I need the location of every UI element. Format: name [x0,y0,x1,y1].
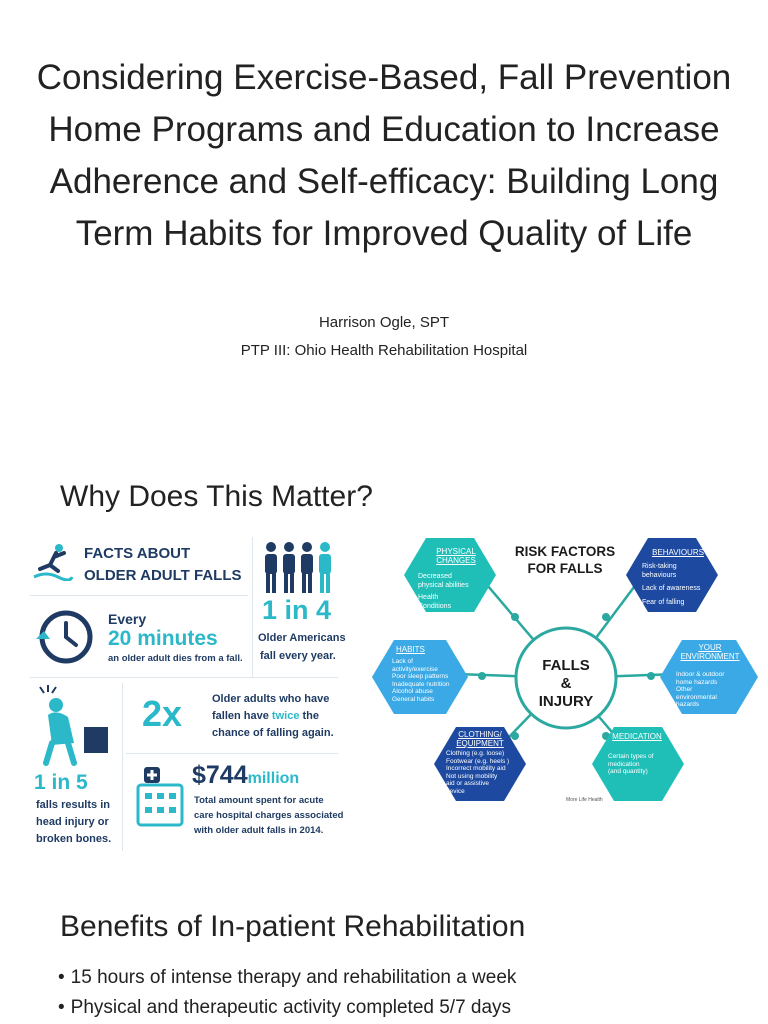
two-x-desc-b: fallen have twice the [212,710,319,722]
one-in-four-desc2: fall every year. [260,650,336,662]
environment-title: YOUR ENVIRONMENT [680,643,740,661]
affiliation: PTP III: Ohio Health Rehabilitation Hospital [240,342,528,359]
environment-items: Indoor & outdoor home hazards Other environmental hazards [676,671,725,708]
list-item: • Physical and therapeutic activity completed 5/7 days [58,993,516,1023]
center-label: FALLS & INJURY [538,657,594,710]
one-in-five: 1 in 5 [34,771,88,794]
behaviours-items: Risk-taking behaviours Lack of awareness Fear of falling [642,563,701,606]
clothing-items: Clothing (e.g. loose) Footwear (e.g. heels ) Incorrect mobility aid Not using mobility aid or assistive device [446,750,510,795]
slide-title: Considering Exercise-Based, Fall Prevention Home Programs and Education to Increase Adherence and Self-efficacy: Building Long Term Habits for Improved Quality of Life [36,58,732,253]
one-in-four-desc1: Older Americans [258,632,346,644]
physical-title: PHYSICAL CHANGES [436,547,476,565]
one-in-five-desc2: head injury or [36,816,109,828]
benefits-list [58,963,516,1023]
dollars-desc1: Total amount spent for acute [194,795,324,806]
one-in-five-desc1: falls results in [36,799,110,811]
medication-title: MEDICATION [612,732,662,741]
twenty-minutes-desc: an older adult dies from a fall. [108,653,243,664]
section-heading-benefits: Benefits of In-patient Rehabilitation [60,910,526,943]
two-x-desc-c: chance of falling again. [212,727,334,739]
falls-facts-infographic [26,533,346,855]
dollars-desc3: with older adult falls in 2014. [194,825,324,836]
section-heading-why: Why Does This Matter? [60,480,373,513]
falling-person-icon [32,541,74,581]
behaviours-title: BEHAVIOURS [652,548,704,557]
habits-items: Lack of activity/exercise Poor sleep patterns Inadequate nutrition Alcohol abuse General habits [392,658,450,703]
physical-items: Decreased physical abilities Health Conditions [418,573,469,610]
hospital-icon [134,765,190,829]
twenty-minutes: 20 minutes [108,627,218,650]
risk-title: RISK FACTORS FOR FALLS [514,544,616,576]
medication-items: Certain types of medication (and quantity) [608,753,654,775]
dollars-figure: $744million [192,761,300,789]
two-x: 2x [142,693,183,734]
clock-icon [32,605,96,669]
habits-title: HABITS [396,645,425,654]
author: Harrison Ogle, SPT [318,314,450,331]
diagram-credit: More Life Health [566,797,603,803]
risk-factors-diagram [370,533,763,823]
people-group-icon [262,541,334,597]
list-item: • 15 hours of intense therapy and rehabilitation a week [58,963,516,993]
facts-header-line1: FACTS ABOUT [84,545,191,562]
one-in-four: 1 in 4 [262,595,332,625]
one-in-five-desc3: broken bones. [36,833,112,845]
injured-person-icon [34,683,118,767]
every-label: Every [108,611,147,627]
facts-header-line2: OLDER ADULT FALLS [84,567,242,584]
clothing-title: CLOTHING/ EQUIPMENT [456,730,504,748]
dollars-desc2: care hospital charges associated [194,810,344,821]
two-x-desc-a: Older adults who have [212,693,330,705]
